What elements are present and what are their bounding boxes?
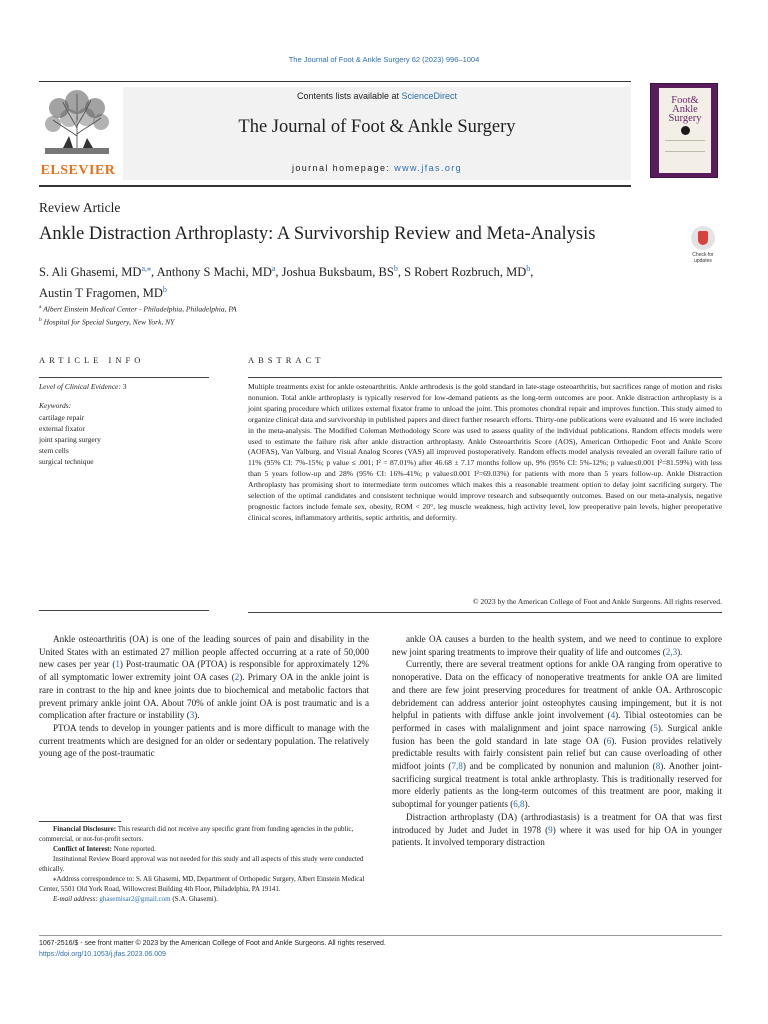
article-info-heading: ARTICLE INFO — [39, 355, 145, 365]
author-name[interactable]: S Robert Rozbruch, MD — [404, 265, 527, 280]
author-affiliation-marker[interactable]: b — [393, 264, 398, 273]
evidence-value: 3 — [122, 382, 127, 391]
issn-line: 1067-2516/$ - see front matter © 2023 by the American College of Foot and Ankle Surgeons. All rights reserved. — [39, 940, 386, 947]
cover-title — [659, 96, 711, 123]
reference-link[interactable]: 6,8 — [513, 799, 525, 810]
reference-link[interactable]: 2,3 — [665, 646, 678, 657]
abstract-bottom-rule — [248, 612, 722, 613]
reference-link[interactable]: 8 — [655, 761, 661, 772]
cover-decoration — [665, 140, 705, 152]
abstract-text: Multiple treatments exist for ankle osteoarthritis. Ankle arthrodesis is the gold standard in late-stage osteoarthritis, but sacrifices range of motion and risks nonunion. Total ankle arthroplasty is typically reserved for low-demand patients as the long-term outcomes are poor. Ankle distraction arthroplasty is a joint sparing procedure which utilizes external fixator frame to unload the joint. This promotes chondral repair and improves function. This study aimed to organize clinical data and survivorship in published papers and direct further research efforts. Thirty-one publications were evaluated and 16 were included in the meta-analysis. The Modified Coleman Methodology Score was used to assess quality of the individual publications. Random effects models were used to estimate the failure risk after ankle distraction arthroplasty. Ankle Osteoarthritis Score (AOS), American Orthopedic Foot and Ankle Score (AOFAS), Van Valburg, and Visual Analog Scores (VAS) all improved postoperatively. Random effects model analysis revealed an overall failure ratio of 11% (95% CI: 7%-15%; p value ≤ .001; I² = 87.01%) after 46.68 ± 7.17 months follow up, 9% (95% CI: 5%-12%; p value≤0.001 I²=81.59%) with less than 5 years follow-up and 28% (95% CI: 16%-41%; p value≤0.001 I²=69.03%) for patients with more than 5 years follow-up. Ankle Distraction Arthroplasty has promising short to intermediate term outcomes which makes this a reasonable treatment option to delay joint sacrificing surgery. The selection of the optimal candidates and consistent technique would improve research and subsequently outcomes. Based on our meta-analysis, negative prognostic factors include female sex, obesity, ROM < 20°, leg muscle weakness, high activity level, low preoperative pain levels, higher preoperative clinical scores, inflammatory arthritis, septic arthritis, and deformity. — [248, 382, 722, 522]
footer-rule — [39, 935, 722, 936]
author-list: S. Ali Ghasemi, $MD^{a,⁎}$, Anthony S Machi, $MD^a$, Joshua Buksbaum, $BS^b$, S Robert Rozbruch, $MD^b$, Austin T Fragomen, $MD^b$ — [39, 264, 534, 301]
reference-link[interactable]: 2 — [234, 672, 240, 683]
body-paragraph: Distraction arthroplasty (DA) (arthrodiastasis) is a treatment for OA that was first introduced by Judet and Judet in 1978 (9) where it was used for hip OA in younger patients. It involved temporary distraction — [392, 811, 722, 848]
cover-title-line1: Foot& — [671, 95, 699, 106]
keyword-item: external fixator — [39, 424, 86, 433]
reference-link[interactable]: 9 — [548, 824, 553, 835]
author-affiliation-marker[interactable]: a — [271, 264, 276, 273]
cover-title-line3: Surgery — [668, 113, 702, 124]
body-paragraph: ankle OA causes a burden to the health system, and we need to continue to explore new joint sparing treatments to improve their quality of life and outcomes (2,3). — [392, 634, 722, 657]
doi-link[interactable]: https://doi.org/10.1053/j.jfas.2023.06.009 — [39, 951, 166, 958]
reference-link[interactable]: 7,8 — [451, 761, 463, 772]
elsevier-logo[interactable] — [39, 86, 117, 178]
affiliation-a: $^a$ Albert Einstein Medical Center - Philadelphia, Philadelphia, PA — [39, 304, 237, 314]
journal-title: The Journal of Foot & Ankle Surgery — [238, 117, 516, 137]
level-of-evidence — [39, 382, 126, 391]
author-name[interactable]: Anthony S Machi, MD — [156, 265, 272, 280]
crossmark-label-line2: updates — [694, 258, 712, 264]
author-affiliation-marker[interactable]: a,⁎ — [141, 264, 151, 273]
homepage-link[interactable]: www.jfas.org — [394, 163, 463, 173]
journal-cover-thumbnail[interactable] — [650, 83, 718, 178]
email-line: E-mail address: ghasemisar2@gmail.com (S.A. Ghasemi). — [53, 895, 218, 903]
abstract-heading: ABSTRACT — [248, 355, 325, 365]
evidence-label: Level of Clinical Evidence: — [39, 382, 121, 391]
contents-available-line — [123, 91, 631, 101]
footnotes — [39, 824, 369, 904]
reference-link[interactable]: 3 — [189, 710, 195, 721]
email-link[interactable]: ghasemisar2@gmail.com — [99, 895, 171, 903]
author-name[interactable]: Austin T Fragomen, MD — [39, 286, 163, 301]
body-column-left — [39, 633, 369, 760]
journal-homepage-line — [123, 163, 631, 173]
abstract-copyright: © 2023 by the American College of Foot and Ankle Surgeons. All rights reserved. — [472, 597, 722, 606]
reference-link[interactable]: 6 — [606, 735, 612, 746]
article-type: Review Article — [39, 200, 121, 215]
footnote-rule — [39, 821, 121, 822]
keyword-item: cartilage repair — [39, 413, 85, 422]
check-for-updates-badge[interactable] — [684, 226, 722, 264]
author-affiliation-marker[interactable]: b — [162, 285, 167, 295]
author-affiliation-marker[interactable]: b — [526, 264, 531, 273]
keywords-label: Keywords: — [39, 401, 72, 410]
elsevier-wordmark: ELSEVIER — [40, 163, 116, 178]
keyword-item: surgical technique — [39, 457, 94, 466]
contents-prefix: Contents lists available at — [296, 91, 402, 101]
reference-link[interactable]: 4 — [610, 710, 616, 721]
irb-statement: Institutional Review Board approval was not needed for this study and all aspects of this study were conducted ethically. — [39, 855, 364, 873]
cover-title-line2: Ankle — [672, 104, 698, 115]
body-paragraph: Currently, there are several treatment options for ankle OA ranging from operative to nonoperative. Data on the efficacy of nonoperative treatments for ankle OA are limited and there are few joint preserving procedures for treatment of ankle OA. Arthroscopic debridement can address anterior joint osteophytes causing impingement, but it is not helpful in patients with diffuse ankle joint involvement (4). Tibial osteotomies can be performed in cases with malalignment and joint space narrowing (5). Surgical ankle fusion has been the gold standard in late stage OA (6). Fusion provides relatively predictable results with fairly consistent pain relief but can cause overloading of other midfoot joints (7,8) and be complicated by nonunion and malunion (8). Another joint-sacrificing surgical treatment is total ankle arthroplasty. This is traditionally reserved for more elderly patients as the long-term outcomes of this treatment are poor, making it suboptimal for younger patients (6,8). — [392, 659, 723, 810]
reference-link[interactable]: 5 — [653, 722, 658, 733]
keyword-item: stem cells — [39, 446, 69, 455]
article-info-bottom-rule — [39, 610, 209, 611]
header-rule-top — [39, 81, 631, 82]
article-info-rule — [39, 377, 209, 378]
homepage-prefix: journal homepage: — [291, 163, 395, 173]
cover-emblem-icon — [681, 126, 690, 135]
keyword-item: joint sparing surgery — [39, 435, 101, 444]
sciencedirect-link[interactable]: ScienceDirect — [401, 91, 458, 101]
author-name[interactable]: Joshua Buksbaum, BS — [281, 265, 394, 280]
correspondence-address: ⁎Address correspondence to: S. Ali Ghasemi, MD, Department of Orthopedic Surgery, Albert Einstein Medical Center, 5501 Old York Road, Willowcrest Building 4th Floor, Philadelphia, PA 19141. — [39, 875, 365, 893]
abstract-rule — [248, 377, 722, 378]
body-column-right — [392, 633, 722, 849]
crossmark-icon — [691, 226, 715, 250]
journal-citation[interactable]: The Journal of Foot & Ankle Surgery 62 (2023) 996–1004 — [288, 55, 480, 64]
elsevier-tree-icon — [39, 86, 115, 156]
body-paragraph: Ankle osteoarthritis (OA) is one of the leading sources of pain and disability in the United States with an estimated 27 million people affected occurring at a rate of 50,000 new cases per year (1) Post-traumatic OA (PTOA) is responsible for approximately 12% of all symptomatic lower extremity joint OA cases (2). Primary OA in the ankle joint is rare in contrast to the hip and knee joints due to biochemical and metabolic factors that prevent primary ankle joint OA. About 70% of ankle joint OA is post traumatic and is a complication after fracture or instability (3). — [39, 634, 370, 721]
body-paragraph: PTOA tends to develop in younger patients and is more difficult to manage with the current treatments which are designed for an older or sedentary population. The relatively young age of the post-traumatic — [39, 722, 369, 759]
crossmark-label-line1: Check for — [692, 252, 714, 258]
affiliation-b: $^b$ Hospital for Special Surgery, New York, NY — [39, 316, 175, 326]
article-title: Ankle Distraction Arthroplasty: A Survivorship Review and Meta-Analysis — [39, 224, 596, 244]
header-rule-bottom — [39, 185, 631, 187]
reference-link[interactable]: 1 — [115, 659, 120, 670]
affiliations — [39, 302, 237, 327]
financial-disclosure: Financial Disclosure: This research did not receive any specific grant from funding agencies in the public, commercial, or not-for-profit sectors. — [39, 825, 354, 843]
keyword-list — [39, 412, 101, 467]
conflict-of-interest: Conflict of Interest: None reported. — [53, 845, 156, 853]
cover-page — [659, 88, 711, 173]
author-name[interactable]: S. Ali Ghasemi, MD — [39, 265, 142, 280]
